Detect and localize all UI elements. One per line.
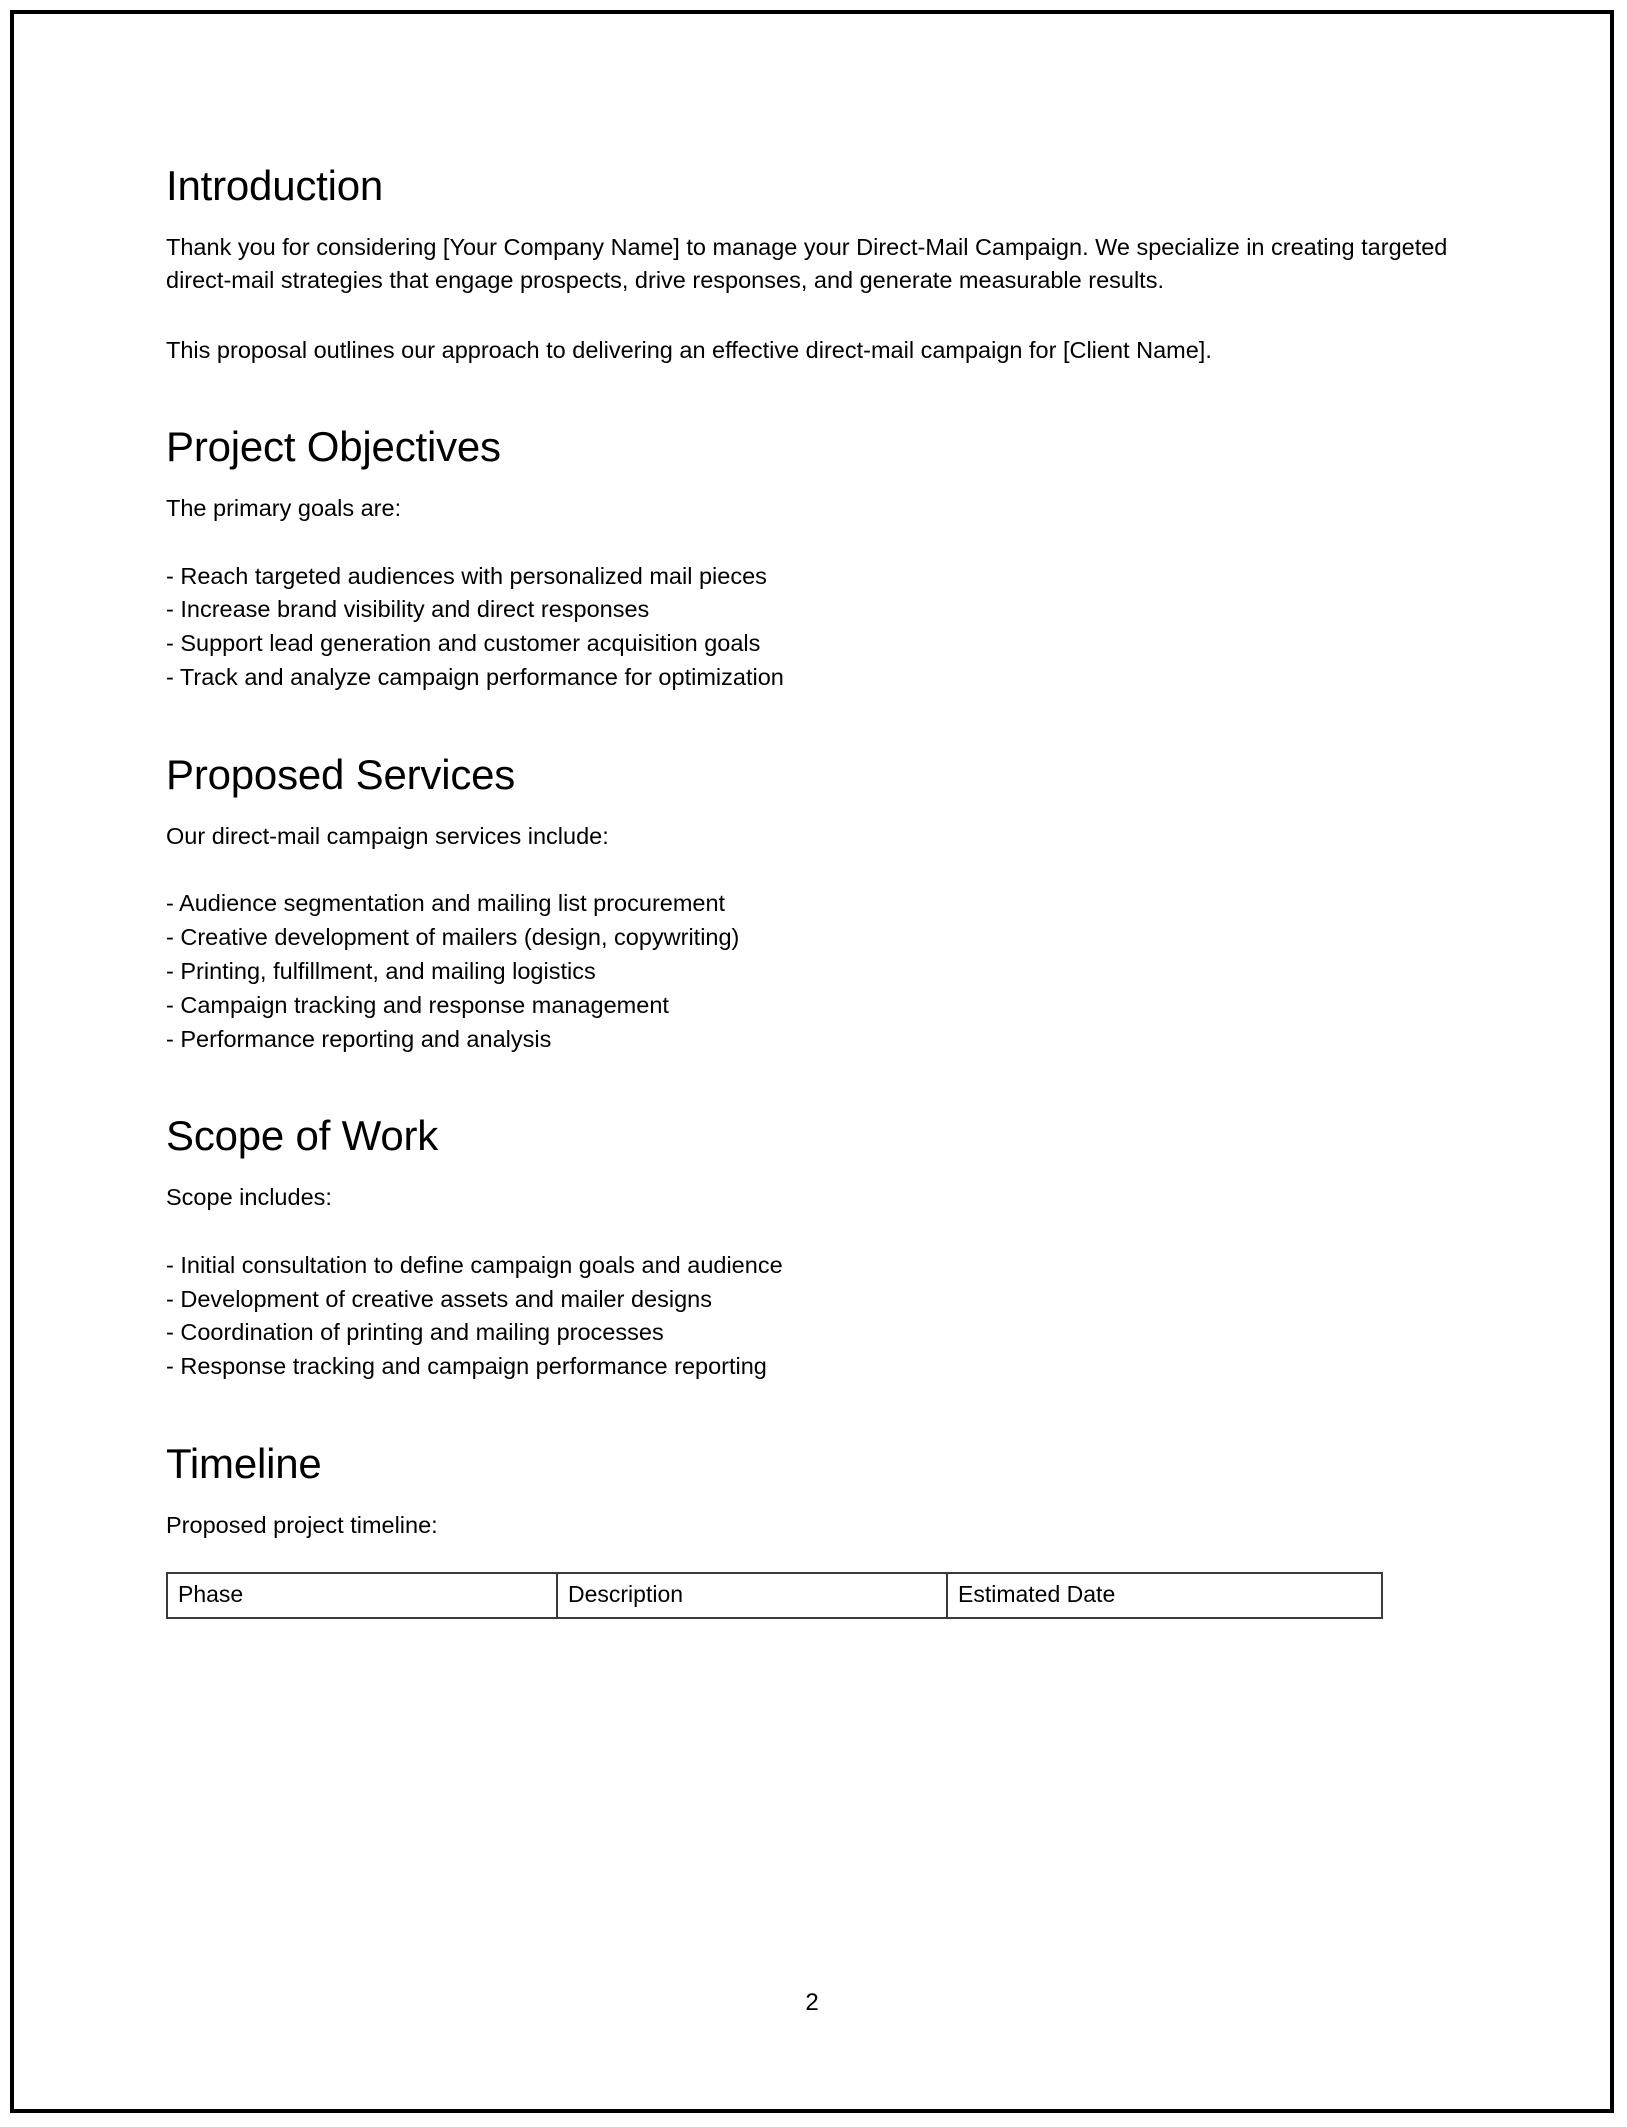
- list-item: - Support lead generation and customer acquisition goals: [166, 630, 761, 657]
- proposed-services-lead: Our direct-mail campaign services include:: [166, 822, 609, 849]
- introduction-paragraph-2: This proposal outlines our approach to delivering an effective direct-mail campaign for [Client Name].: [166, 336, 1212, 363]
- column-header-description: Description: [557, 1573, 947, 1618]
- list-item: - Reach targeted audiences with personalized mail pieces: [166, 562, 767, 589]
- list-item: - Coordination of printing and mailing processes: [166, 1319, 664, 1346]
- heading-scope-of-work: Scope of Work: [166, 1112, 439, 1160]
- project-objectives-lead: The primary goals are:: [166, 495, 402, 522]
- timeline-table: [166, 1572, 1383, 1619]
- column-header-estimated-date: Estimated Date: [947, 1573, 1382, 1618]
- document-page: [10, 10, 1614, 2113]
- section-proposed-services: [166, 751, 1454, 1057]
- spacer: [166, 798, 1454, 820]
- spacer: [166, 853, 1454, 887]
- heading-project-objectives: Project Objectives: [166, 423, 501, 471]
- spacer: [166, 1159, 1454, 1181]
- scope-of-work-lead: Scope includes:: [166, 1184, 332, 1211]
- project-objectives-list: [166, 560, 1454, 695]
- spacer: [166, 298, 1454, 334]
- section-introduction: [166, 162, 1454, 367]
- proposed-services-list: [166, 887, 1454, 1056]
- spacer: [166, 1487, 1454, 1509]
- list-item: - Increase brand visibility and direct responses: [166, 596, 650, 623]
- list-item: - Creative development of mailers (design, copywriting): [166, 924, 740, 951]
- scope-of-work-list: [166, 1249, 1454, 1384]
- timeline-lead: Proposed project timeline:: [166, 1512, 438, 1539]
- section-project-objectives: [166, 423, 1454, 695]
- section-scope-of-work: [166, 1112, 1454, 1384]
- column-header-phase: Phase: [167, 1573, 557, 1618]
- spacer: [166, 209, 1454, 231]
- section-timeline: [166, 1440, 1454, 1619]
- list-item: - Audience segmentation and mailing list procurement: [166, 890, 726, 917]
- table-header-row: [167, 1573, 1382, 1618]
- heading-introduction: Introduction: [166, 162, 384, 209]
- spacer: [166, 526, 1454, 560]
- list-item: - Track and analyze campaign performance for optimization: [166, 663, 784, 690]
- document-body: [166, 162, 1454, 1619]
- list-item: - Development of creative assets and mailer designs: [166, 1285, 712, 1312]
- page-number: 2: [805, 1989, 819, 2016]
- heading-proposed-services: Proposed Services: [166, 750, 516, 798]
- list-item: - Campaign tracking and response management: [166, 991, 669, 1018]
- list-item: - Performance reporting and analysis: [166, 1025, 552, 1052]
- heading-timeline: Timeline: [166, 1440, 322, 1488]
- list-item: - Printing, fulfillment, and mailing logistics: [166, 957, 596, 984]
- introduction-paragraph-1: Thank you for considering [Your Company Name] to manage your Direct-Mail Campaign. We specialize in creating targeted direct-mail strategies that engage prospects, drive responses, and generate measurable results.: [166, 234, 1448, 294]
- spacer: [166, 470, 1454, 492]
- spacer: [166, 1215, 1454, 1249]
- list-item: - Initial consultation to define campaign goals and audience: [166, 1251, 783, 1278]
- list-item: - Response tracking and campaign performance reporting: [166, 1353, 767, 1380]
